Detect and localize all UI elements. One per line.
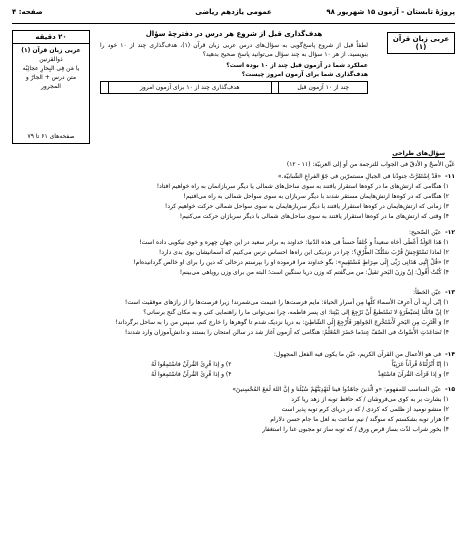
lesson-pages: صفحه‌های ۶۱ تا ۷۹: [27, 133, 75, 140]
questions-intro: عَیِّن الأصحّ و الأدقّ فی الجواب للترجمة من أو إلی العربیّة: (۱۱ - ۱۲): [286, 161, 455, 168]
question-number: ۱۴-: [445, 351, 455, 358]
option-4[interactable]: ۴) بخور شراب لذّت بساز قرص ورق / که توبه ساز تو مجبون غنا را استغفار: [262, 426, 449, 433]
option-3[interactable]: ۳) و إذا قَرَأتَ القُرآنَ فاسْتَعِذْ: [377, 371, 449, 378]
option-1[interactable]: ۱) هَذا الوَلَدُ أَعْطَی أخاه سعیداً و خُلقاً حسناً فی هذه الدّنیا: خداوند به برادر سعید در این جهان چهره و خوی نیکویی داده است!: [139, 239, 449, 246]
goal-previous-question: عملکرد شما در آزمون قبل چند از ۱۰ بوده است؟: [226, 62, 368, 69]
subject-label: عربی زبان قرآن (۱): [387, 32, 455, 54]
question-13: [14, 288, 455, 338]
lesson-subject: عربی زبان قرآن (۱): [21, 47, 81, 54]
option-4[interactable]: ۴) و إذا قُرِئَ القُرآنُ فاسْتَمِعوا لَهُ: [151, 371, 232, 378]
goal-col-today-value[interactable]: [101, 82, 109, 94]
option-1[interactable]: ۱) بشارت بر به کوی می‌فروشان / که حافظ توبه از زهد ریا کرد: [291, 396, 449, 403]
option-row-2: [14, 370, 455, 380]
question-stem: فی هو الأعمال من القرآن الکریم، عیّن ما یکون فیه الفعل المجهول:: [273, 351, 442, 358]
goal-title: هدف‌گذاری قبل از شروع هر درس در دفترچهٔ سؤال: [145, 30, 323, 38]
option-2[interactable]: ۲) لماذا نَسْتَوْحِشُ قُرْبَ سَتْلُکَ الطُّرُقِ؟: چرا در نزدیکی این راه‌ها احساس ترس می‌کنیم که آسمانیشان بوی بدی دارد!: [158, 249, 449, 256]
option-2[interactable]: ۲) هنگامی که در کوه‌ها ارتش‌هایمان مستقر شدند با دیگر سربازان به سوی سواحل شمالی به راه می‌افتیم!: [183, 193, 449, 200]
question-stem: عیّن المناسب للمفهوم: «و الّذینَ جاهَدُوا فینا لَنَهْدِیَنَّهُمْ سُبُلَنا و إنَّ اللهَ لَمَعَ المُحْسِنینَ»: [232, 386, 442, 393]
goal-col-today: هدف‌گذاری چند از ۱۰ برای آزمون امروز: [108, 82, 271, 94]
question-number: ۱۳-: [445, 289, 455, 296]
page-number: صفحه: ۴: [12, 8, 43, 16]
option-3[interactable]: ۳) هزار توبه بشکستم که سوگند / نیم ساعت به لعل ما جام حسن دلارام: [270, 416, 449, 423]
lesson-topic-4: المجرور: [41, 83, 61, 90]
question-14: [14, 350, 455, 380]
question-number: ۱۵-: [445, 386, 455, 393]
option-3[interactable]: ۳) وَ أقْتَرِبَ مِن البَحرِ لَأَسْتَخْرِجَ الجَواهِرَ فَأَرْجِعَ إِلَی الشّاطِئِ: به دریا نزدیک شدم تا گوهرها را خارج کنم، سپس من را به ساحل برگرداند!: [115, 319, 449, 326]
option-4[interactable]: ۴) کُنْتُ أَقُولُ: إنّ وزنَ البَحرِ ثقیلٌ: من می‌گفتم که وزن دریا سنگین است؛ البته من برای وزن رویاهی می‌بینم!: [179, 269, 449, 276]
goal-col-previous-value[interactable]: [271, 82, 279, 94]
goal-instructions: لطفاً قبل از شروع پاسخ‌گویی به سؤال‌های درس عربی زبان قرآن (۱)، هدف‌گذاری چند از ۱۰ خود را بنویسید. از هر ۱۰ سؤال به چند سؤال می‌توانید پاسخ صحیح بدهید؟: [100, 42, 368, 58]
option-2[interactable]: ۲) منشو نومید از ظلمی که کردی / که در دریای کرم توبه پذیر است: [281, 406, 449, 413]
option-1[interactable]: ۱) هنگامی که ارتش‌های ما در کوه‌ها استقرار یافتند به سوی ساحل‌های شمالی یا دیگر سربازانمان به راه خواهیم افتاد!: [156, 183, 449, 190]
question-15: [14, 385, 455, 435]
lesson-topic-2: یا مَن فِی البِحارِ عجائِبُه: [22, 65, 80, 72]
question-number: ۱۱-: [445, 173, 455, 180]
header-divider: [12, 23, 455, 24]
question-stem: عیّن الخطأ:: [413, 289, 442, 296]
question-stem: عیّن الصّحیح:: [409, 229, 442, 236]
goal-today-question: هدف‌گذاری شما برای آزمون امروز چیست؟: [241, 71, 368, 78]
goal-table: [100, 81, 368, 94]
option-4[interactable]: ۴) تَصَاعَدَتِ الأَصْواتُ فی الصّفّ عِندَما حَضَرَ المُعَلِّمُ: هنگامی که آزمون آغاز شد در سالن امتحان را بستند و دانش‌آموزان وارد شدند!: [124, 329, 449, 336]
option-3[interactable]: ۳) «قُلْ إِنَّنِی هَدَانِی رَبِّی إِلَی صِرَاطٍ مُسْتَقِیمٍ»: بگو خداوند مرا فرموده او را بپرستم درحالی که دین را برای او خالص گردانیده‌ام!: [133, 259, 449, 266]
exam-title: پروژهٔ تابستان - آزمون ۱۵ شهریور ۹۸: [326, 8, 455, 16]
time-label: ۲۰ دقیقه: [13, 31, 89, 44]
option-1[interactable]: ۱) إنّی أرید أن أعرِفَ الأسماءَ کلَّها مِن أسرار الحیاة: مایم فرصت‌ها را غنیمت می‌شمرند! زیرا فرصت‌ها را از رازهای موفقیت است!: [124, 299, 449, 306]
lesson-topic-3: متن درس + الجارّ و: [25, 74, 77, 81]
option-2[interactable]: ۲) و إذا قُرِئَ القُرآنُ فاسْتَمِعُوا لَهُ: [151, 361, 232, 368]
question-stem: «قَدْ اِسْتَقَرَّتْ جنودُنا فی الجبالِ مستمرّین فی جَوّ الفراغِ الشّبابیّة.»: [277, 173, 442, 180]
lesson-info-box: [12, 30, 90, 144]
option-1[interactable]: ۱) إنّا أَنْزَلْنَاهُ قُرآناً عَرَبِیّاً: [391, 361, 449, 368]
grade-label: عمومی یازدهم ریاضی: [195, 8, 272, 16]
goal-box: [100, 30, 368, 142]
option-3[interactable]: ۳) زمانی که ارتش‌هایمان در کوه‌ها استقرار یافتند با دیگر سربازهایمان به سوی سواحل شمالی حرکت خواهیم کرد!: [164, 203, 449, 210]
option-2[interactable]: ۲) إنْ قاتَلْنا لِسَیْطَرَةٍ لا نَسْتَطیعُ أَنْ نَرْجِعَ إلی بَیْتِنا: ای پسر فاطمه، چرا نمی‌توانی ما را راهنمایی کنی و به مکان گنج برسانی؟: [143, 309, 449, 316]
page-header: [12, 8, 455, 20]
question-11: [14, 172, 455, 222]
option-4[interactable]: ۴) وقتی که ارتش‌های ما در کوه‌ها استقرار یافتند به سوی ساحل‌های شمالی با دیگر سربازان حرکت می‌کنیم!: [179, 213, 449, 220]
goal-col-previous: چند از ۱۰ آزمون قبل: [279, 82, 368, 94]
question-number: ۱۲-: [445, 229, 455, 236]
option-row-1: [14, 360, 455, 370]
section-title: سؤال‌های طراحی: [392, 150, 445, 157]
lesson-topic-1: ذوالقرنین: [39, 56, 63, 63]
question-12: [14, 228, 455, 278]
